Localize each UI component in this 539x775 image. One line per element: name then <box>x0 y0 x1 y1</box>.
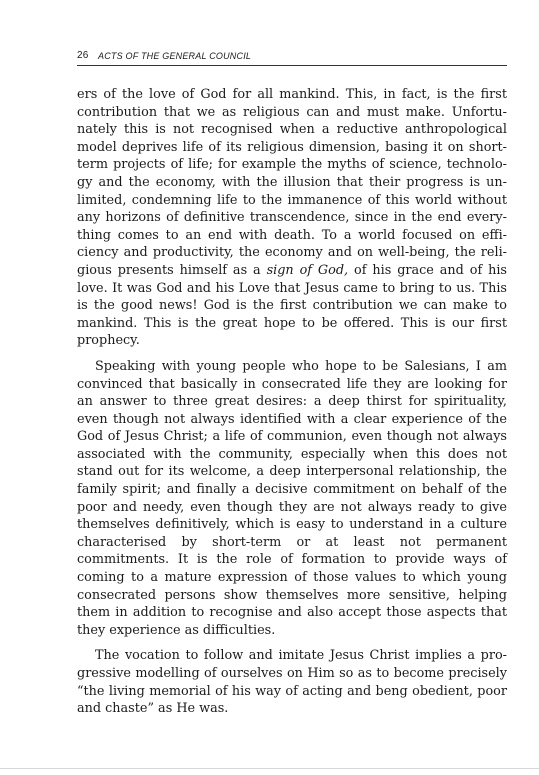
page-bottom-edge <box>0 768 539 769</box>
paragraph-2: Speaking with young people who hope to be Salesians, I am convinced that basically in consecrated life they are looking for an answer to three great desires: a deep thirst for spirituality, even though not always identified with a clear experience of the God of Jesus Christ; a life of communion, even though not always associated with the community, especially when this does not stand out for its welcome, a deep interpersonal relationship, the family spirit; and finally a decisive commitment on behalf of the poor and needy, even though they are not always ready to give themselves definitively, which is easy to understand in a culture characterised by short-term or at least not permanent commitments. It is the role of formation to provide ways of coming to a mature expression of those values to which young consecrated persons show themselves more sensitive, helping them in addition to recognise and also accept those aspects that they experience as difficulties. <box>77 358 507 638</box>
paragraph-3: The vocation to follow and imitate Jesus Christ implies a progressive modelling of ourselves on Him so as to become precisely “the living memorial of his way of acting and beng obedient, poor and chaste” as He was. <box>77 648 507 717</box>
paragraph-1 <box>77 86 507 350</box>
page-number: 26 <box>77 50 89 61</box>
paragraph-1-text-start: ers of the love of God for all mankind. This, in fact, is the first contribution that we as religious can and must make. Unfortunately this is not recognised when a reductive anthropological model deprives life of its religious dimension, basing it on short-term projects of life; for example the myths of science, technology and the economy, with the illusion that their progress is unlimited, condemning life to the immanence of this world without any horizons of definitive transcendence, since in the end everything comes to an end with death. To a world focused on efficiency and productivity, the economy and on well-being, the religious presents himself as a <box>77 87 507 278</box>
paragraph-1-text-end: of his grace and of his love. It was God and his Love that Jesus came to bring to us. This is the good news! God is the first contribution we can make to mankind. This is the great hope to be offered. This is our first prophecy. <box>77 262 507 349</box>
running-title: ACTS OF THE GENERAL COUNCIL <box>98 51 252 61</box>
paragraph-1-emphasis: sign of God, <box>266 262 349 278</box>
running-header <box>77 47 507 66</box>
page-body <box>77 86 507 718</box>
